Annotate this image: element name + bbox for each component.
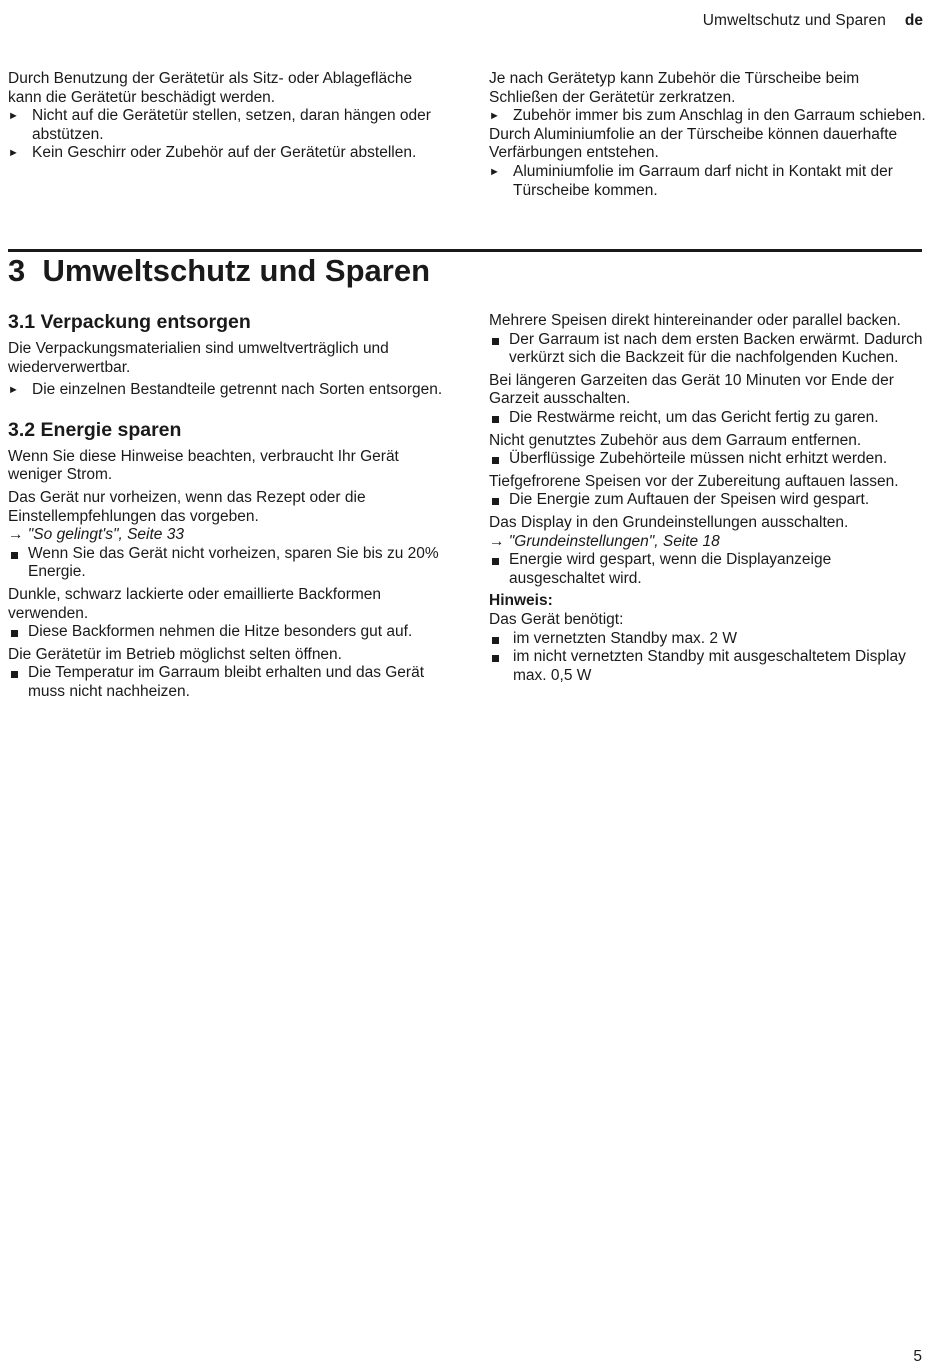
top-left-column <box>8 70 448 163</box>
energy-tip: Nicht genutztes Zubehör aus dem Garraum entfernen. <box>489 431 862 449</box>
energy-tip: Das Display in den Grundeinstellungen ausschalten. <box>489 513 849 531</box>
accessory-warning-text: Je nach Gerätetyp kann Zubehör die Türscheibe beim Schließen der Gerätetür zerkratzen. <box>489 70 860 106</box>
list-item: Diese Backformen nehmen die Hitze besonders gut auf. <box>8 623 448 642</box>
running-header-language: de <box>904 12 923 29</box>
energy-tip: Die Gerätetür im Betrieb möglichst selten öffnen. <box>8 645 342 663</box>
arrow-bullet-icon: ► <box>8 147 19 160</box>
list-item: ► Kein Geschirr oder Zubehör auf der Gerätetür abstellen. <box>8 144 417 162</box>
note-intro: Das Gerät benötigt: <box>489 610 624 628</box>
square-bullet-icon <box>492 655 499 662</box>
arrow-bullet-icon: ► <box>489 110 500 123</box>
energy-tip: Das Gerät nur vorheizen, wenn das Rezept oder die Einstellempfehlungen das vorgeben. <box>8 488 366 525</box>
chapter-title: 3 Umweltschutz und Sparen <box>8 253 431 288</box>
foil-warning-text: Durch Aluminiumfolie an der Türscheibe können dauerhafte Verfärbungen entstehen. <box>489 125 898 162</box>
arrow-bullet-icon: ► <box>8 110 19 123</box>
energy-intro: Wenn Sie diese Hinweise beachten, verbraucht Ihr Gerät weniger Strom. <box>8 447 399 484</box>
page-number: 5 <box>913 1348 922 1365</box>
list-item: ► Die einzelnen Bestandteile getrennt nach Sorten entsorgen. <box>8 381 443 399</box>
energy-tip: Bei längeren Garzeiten das Gerät 10 Minuten vor Ende der Garzeit ausschalten. <box>489 371 894 408</box>
square-bullet-icon <box>492 637 499 644</box>
square-bullet-icon <box>11 552 18 559</box>
square-bullet-icon <box>11 630 18 637</box>
left-column <box>8 310 448 702</box>
square-bullet-icon <box>492 338 499 345</box>
list-item: Wenn Sie das Gerät nicht vorheizen, sparen Sie bis zu 20% Energie. <box>8 545 448 582</box>
list-item: Die Restwärme reicht, um das Gericht fertig zu garen. <box>489 409 929 428</box>
square-bullet-icon <box>11 671 18 678</box>
list-item: ► Nicht auf die Gerätetür stellen, setzen, daran hängen oder abstützen. <box>8 107 431 143</box>
square-bullet-icon <box>492 457 499 464</box>
list-item: Überflüssige Zubehörteile müssen nicht erhitzt werden. <box>489 450 929 469</box>
list-item: im nicht vernetzten Standby mit ausgeschaltetem Display max. 0,5 W <box>489 648 929 685</box>
section-heading: 3.1 Verpackung entsorgen <box>8 311 251 333</box>
top-right-column <box>489 70 929 200</box>
energy-tip: Tiefgefrorene Speisen vor der Zubereitung auftauen lassen. <box>489 472 899 490</box>
packaging-text: Die Verpackungsmaterialien sind umweltverträglich und wiederverwertbar. <box>8 340 389 376</box>
right-column <box>489 312 929 685</box>
list-item: ► Zubehör immer bis zum Anschlag in den Garraum schieben. <box>489 107 926 125</box>
square-bullet-icon <box>492 558 499 565</box>
running-header-title: Umweltschutz und Sparen <box>702 12 886 29</box>
cross-reference[interactable]: → "So gelingt's", Seite 33 <box>8 526 184 544</box>
list-item: Die Energie zum Auftauen der Speisen wird gespart. <box>489 491 929 510</box>
energy-tip: Dunkle, schwarz lackierte oder emaillierte Backformen verwenden. <box>8 585 382 622</box>
list-item: im vernetzten Standby max. 2 W <box>489 630 929 649</box>
list-item: ► Aluminiumfolie im Garraum darf nicht in Kontakt mit der Türscheibe kommen. <box>489 162 893 199</box>
square-bullet-icon <box>492 416 499 423</box>
arrow-bullet-icon: ► <box>8 384 19 397</box>
arrow-bullet-icon: ► <box>489 165 500 178</box>
cross-reference[interactable]: → "Grundeinstellungen", Seite 18 <box>489 532 720 550</box>
list-item: Die Temperatur im Garraum bleibt erhalten und das Gerät muss nicht nachheizen. <box>8 664 448 701</box>
note-label: Hinweis: <box>489 592 553 610</box>
list-item: Energie wird gespart, wenn die Displayanzeige ausgeschaltet wird. <box>489 551 929 588</box>
square-bullet-icon <box>492 498 499 505</box>
section-heading: 3.2 Energie sparen <box>8 418 182 441</box>
list-item: Der Garraum ist nach dem ersten Backen erwärmt. Dadurch verkürzt sich die Backzeit für die nachfolgenden Kuchen. <box>489 331 929 368</box>
door-warning-text: Durch Benutzung der Gerätetür als Sitz- oder Ablagefläche kann die Gerätetür beschädigt werden. <box>8 70 413 106</box>
energy-tip: Mehrere Speisen direkt hintereinander oder parallel backen. <box>489 312 901 329</box>
